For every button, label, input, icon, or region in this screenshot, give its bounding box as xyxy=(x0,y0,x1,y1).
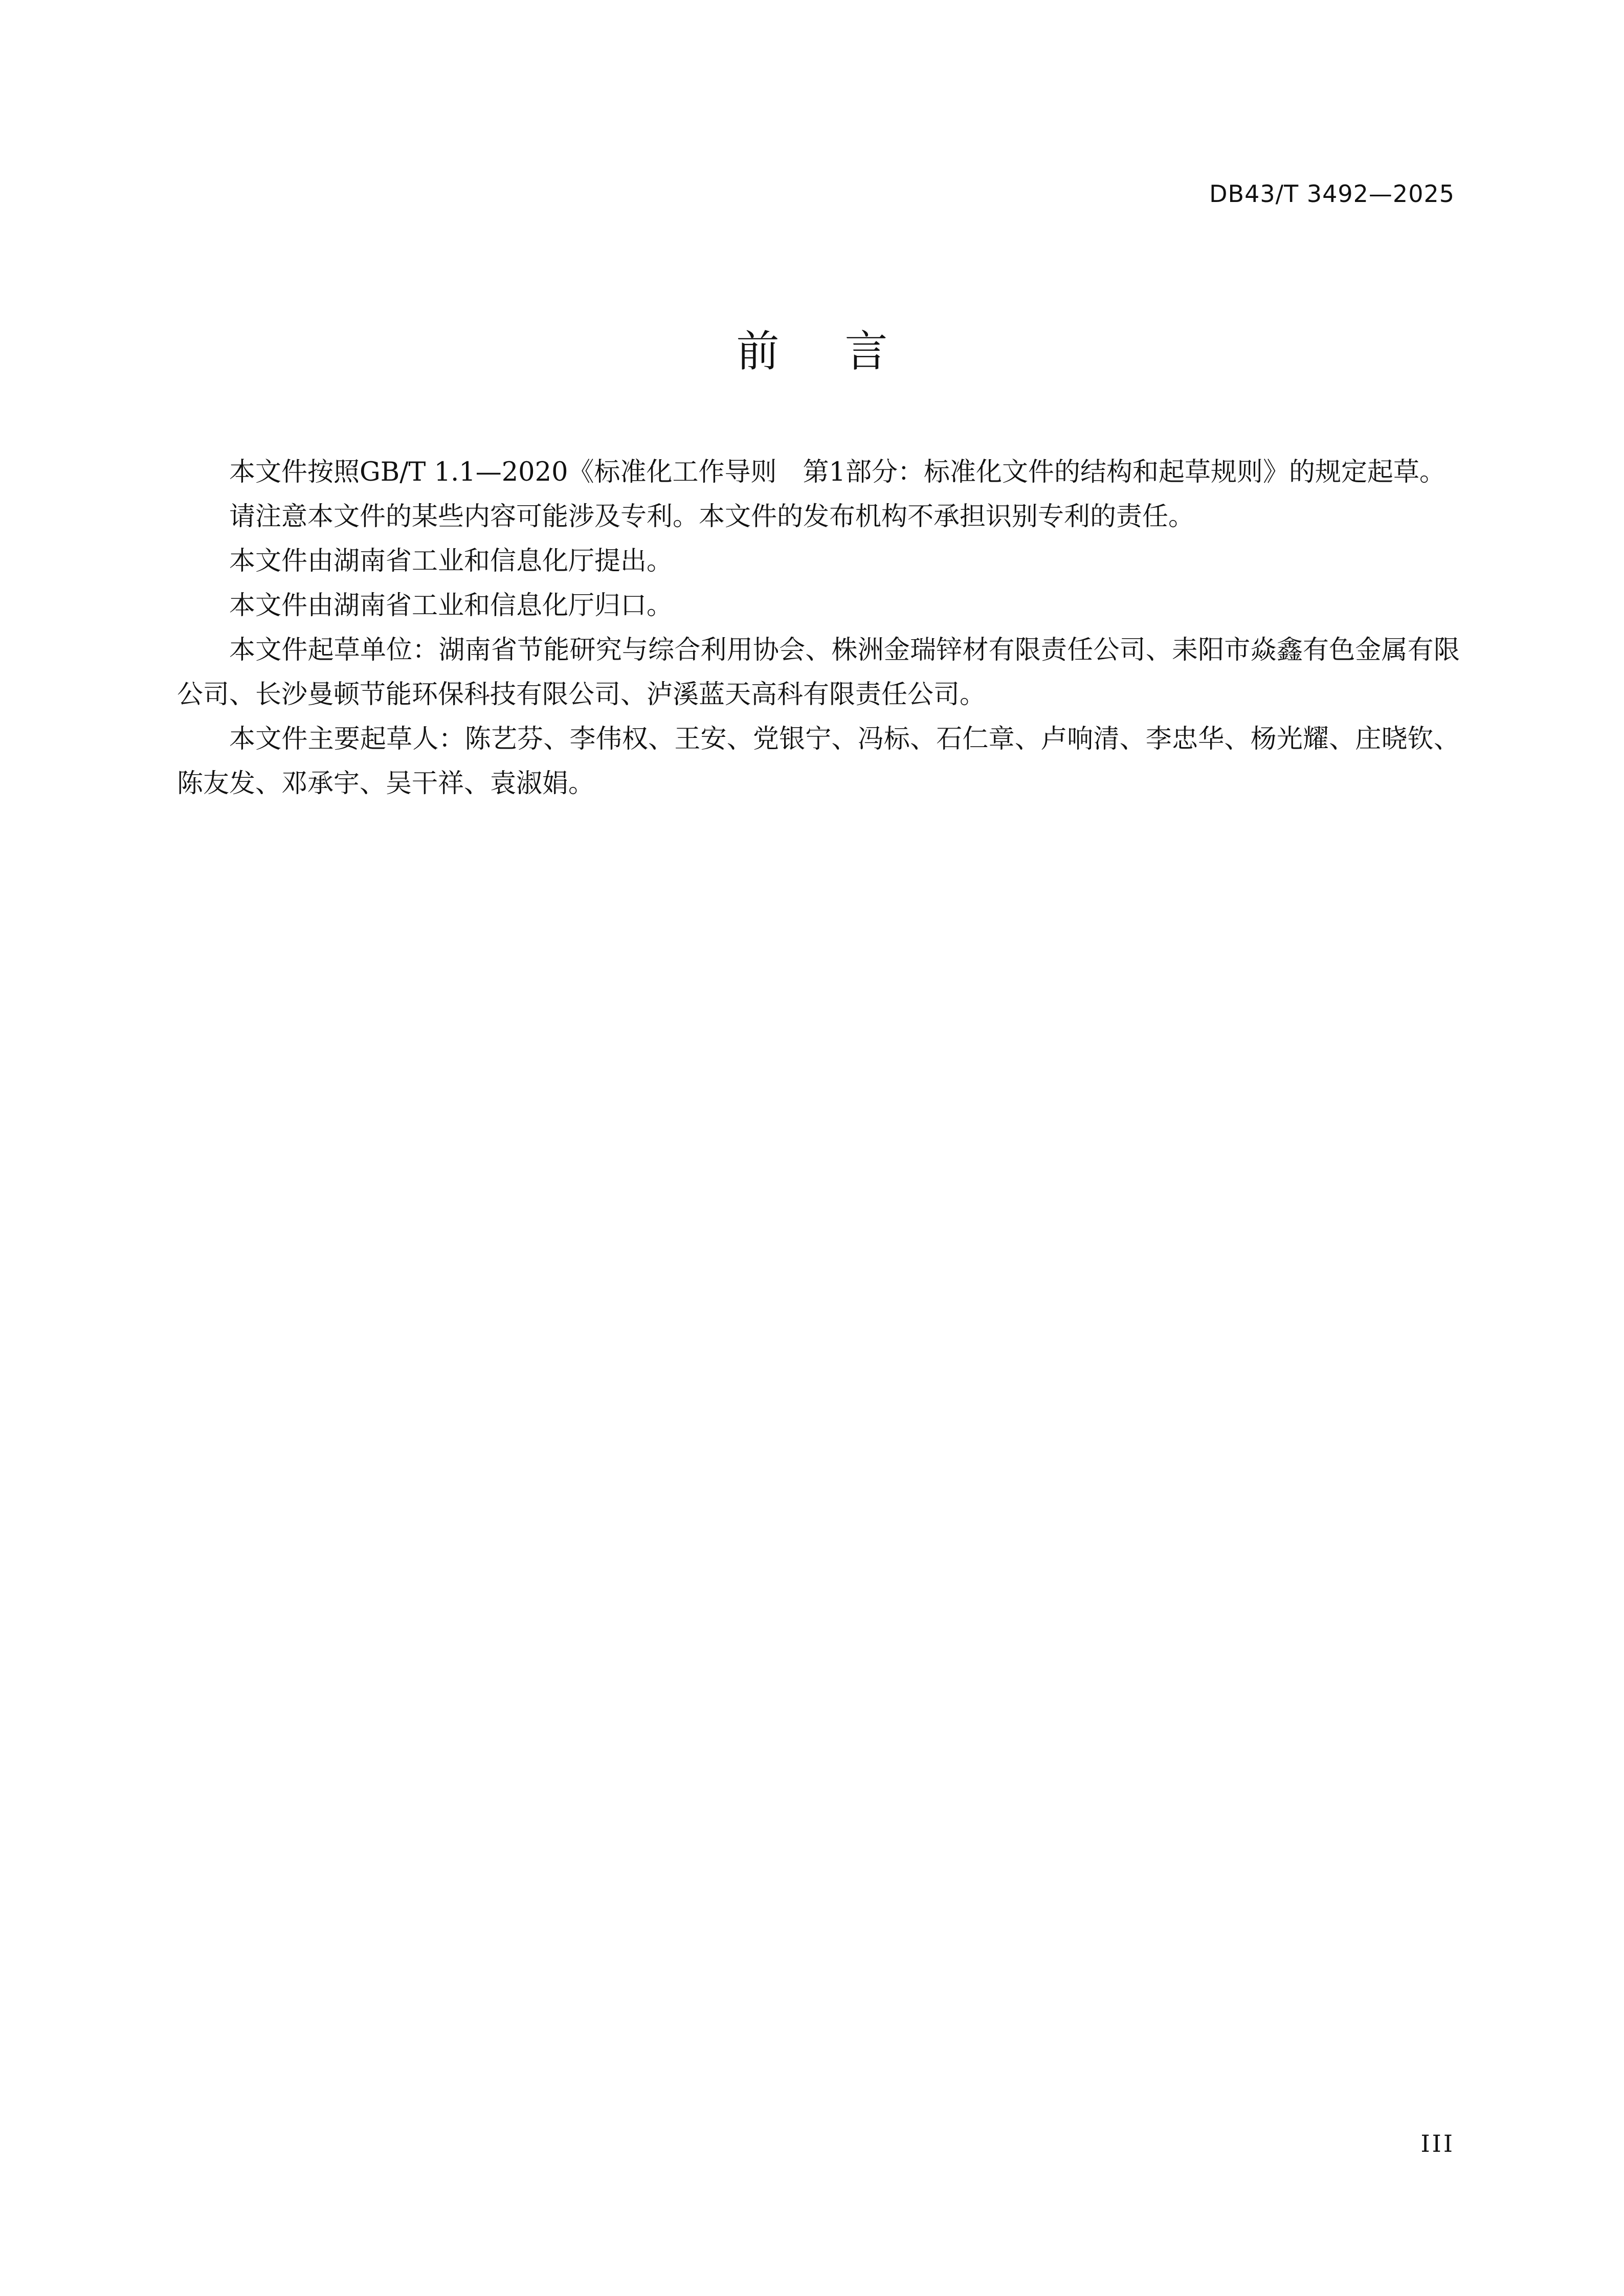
paragraph-main-drafters: 本文件主要起草人：陈艺芬、李伟权、王安、党银宁、冯标、石仁章、卢响清、李忠华、杨光耀、庄晓钦、陈友发、邓承宇、吴干祥、袁淑娟。 xyxy=(177,724,1460,799)
standard-code: DB43/T 3492—2025 xyxy=(1209,180,1455,208)
paragraph-proposed-by: 本文件由湖南省工业和信息化厅提出。 xyxy=(229,546,673,576)
foreword-body xyxy=(177,450,1460,806)
paragraph-drafting-basis: 本文件按照GB/T 1.1—2020《标准化工作导则 第1部分：标准化文件的结构和起草规则》的规定起草。 xyxy=(229,457,1445,487)
paragraph-centralized-by: 本文件由湖南省工业和信息化厅归口。 xyxy=(229,591,673,621)
page-number: III xyxy=(1420,2130,1455,2157)
paragraph-patent-notice: 请注意本文件的某些内容可能涉及专利。本文件的发布机构不承担识别专利的责任。 xyxy=(229,502,1195,532)
paragraph-drafting-units: 本文件起草单位：湖南省节能研究与综合利用协会、株洲金瑞锌材有限责任公司、耒阳市焱鑫有色金属有限公司、长沙曼顿节能环保科技有限公司、泸溪蓝天高科有限责任公司。 xyxy=(177,635,1460,710)
page-title: 前言 xyxy=(736,326,953,376)
